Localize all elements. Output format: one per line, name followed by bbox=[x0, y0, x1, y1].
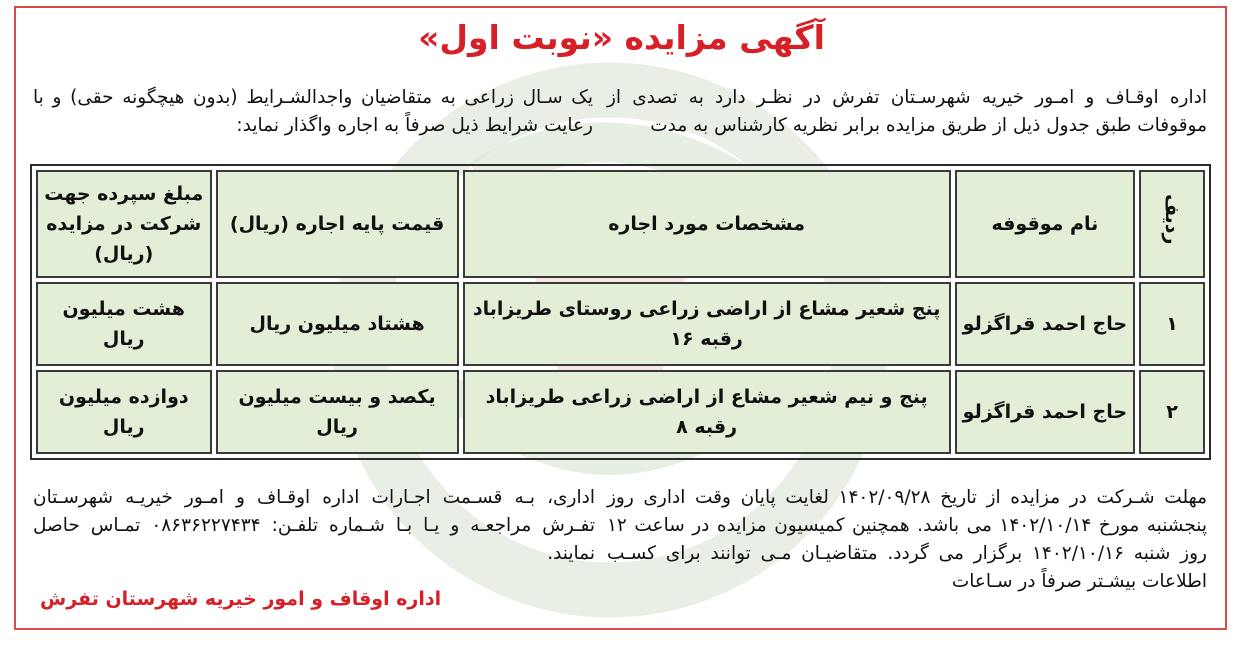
cell-lease-description: پنج و نیم شعیر مشاع از اراضی زراعی طریزاباد رقبه ۸ bbox=[463, 370, 951, 454]
deadline-text: مهلت شـرکت در مزایده از تاریخ ۱۴۰۲/۰۹/۲۸ لغایت پایان وقت اداری روز پنجشنبه مورخ ۱۴۰۲/۱۰/۱۴ می باشد. همچنین کمیسیون مزایده در ساعت ۱۲ روز شنبه ۱۴۰۲/۱۰/۱۶ برگزار می گردد. متقاضیـان مـی توانند برای کسـب اطلاعات بیشـتر صرفاً در سـاعات bbox=[607, 487, 1208, 592]
table-header-row bbox=[36, 170, 1205, 278]
contact-text: اداری، بـه قسـمت اجـارات اداره اوقـاف و امـور خیریـه شهرسـتان تفـرش مراجعـه و یـا بـا شـماره تلفـن: ۰۸۶۳۶۲۲۷۴۳۴ تمـاس حاصل نمایند. bbox=[33, 487, 595, 564]
intro-text-right: اداره اوقـاف و امـور خیریه شهرسـتان تفرش در نظـر دارد به تصدی از موقوفات طبق جدول ذیل از طریق مزایده برابر نظریه کارشناس به مدت bbox=[607, 87, 1207, 136]
header-row-number: ردیف bbox=[1139, 170, 1205, 278]
cell-property-name: حاج احمد قراگزلو bbox=[955, 370, 1136, 454]
cell-lease-description: پنج شعیر مشاع از اراضی زراعی روستای طریزاباد رقبه ۱۶ bbox=[463, 282, 951, 366]
cell-deposit: دوازده میلیون ریال bbox=[36, 370, 212, 454]
page-title: آگهی مزایده «نوبت اول» bbox=[418, 18, 825, 57]
cell-base-price: یکصد و بیست میلیون ریال bbox=[216, 370, 459, 454]
table-row bbox=[36, 370, 1205, 454]
header-lease-description: مشخصات مورد اجاره bbox=[463, 170, 951, 278]
issuer-signature: اداره اوقاف و امور خیریه شهرستان تفرش bbox=[40, 588, 442, 610]
cell-property-name: حاج احمد قراگزلو bbox=[955, 282, 1136, 366]
header-base-price: قیمت پایه اجاره (ریال) bbox=[216, 170, 459, 278]
cell-row-number: ۱ bbox=[1139, 282, 1205, 366]
cell-base-price: هشتاد میلیون ریال bbox=[216, 282, 459, 366]
table-row bbox=[36, 282, 1205, 366]
intro-text-left: یک سـال زراعی به متقاضیان واجدالشـرایط (بدون هیچگونه حقی) و با رعایت شرایط ذیل صرفاً به اجاره واگذار نماید: bbox=[33, 87, 593, 136]
header-deposit: مبلغ سپرده جهت شرکت در مزایده (ریال) bbox=[36, 170, 212, 278]
cell-row-number: ۲ bbox=[1139, 370, 1205, 454]
header-property-name: نام موقوفه bbox=[955, 170, 1136, 278]
cell-deposit: هشت میلیون ریال bbox=[36, 282, 212, 366]
auction-table bbox=[30, 164, 1211, 460]
